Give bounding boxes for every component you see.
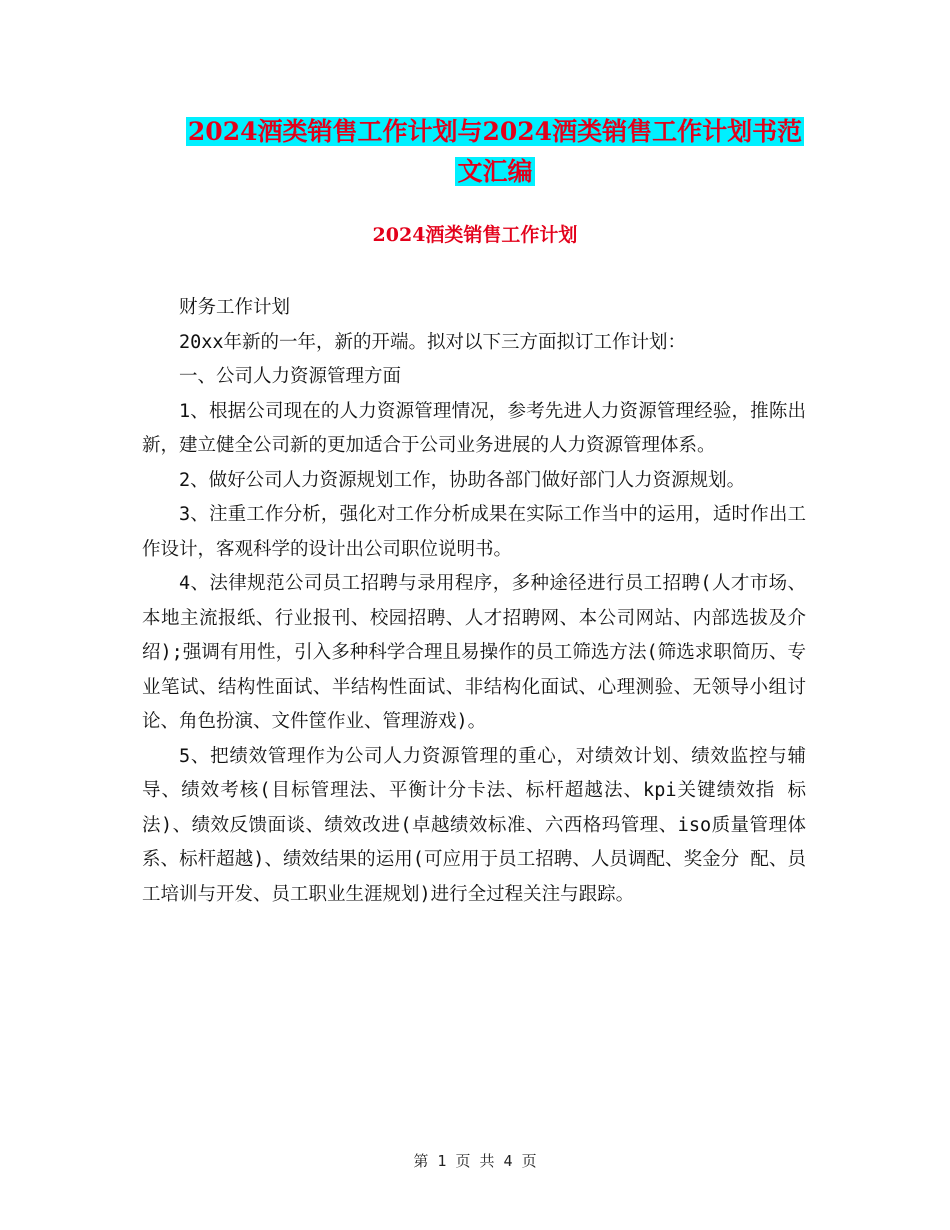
paragraph: 财务工作计划 [179,297,291,318]
document-body [142,291,806,912]
document-title-line2: 文汇编 [457,157,533,186]
paragraph: 4、法律规范公司员工招聘与录用程序，多种途径进行员工招聘(人才市场、本地主流报纸、行业报刊、校园招聘、人才招聘网、本公司网站、内部选拔及介 绍);强调有用性，引入多种科学合理且易操作的员工筛选方法(筛选求职简历、专业笔试、结构性面试、半结构性面试、非结构化面试、心理测验、无领导小组讨 论、角色扮演、文件筐作业、管理游戏)。 [142,573,806,732]
paragraph: 一、公司人力资源管理方面 [179,366,402,387]
document-title-line1: 2024酒类销售工作计划与2024酒类销售工作计划书范 [187,117,803,146]
paragraph: 3、注重工作分析，强化对工作分析成果在实际工作当中的运用，适时作出工作设计，客观科学的设计出公司职位说明书。 [142,504,806,560]
page-footer: 第 1 页 共 4 页 [413,1152,537,1170]
paragraph: 2、做好公司人力资源规划工作，协助各部门做好部门人力资源规划。 [179,469,746,491]
paragraph: 5、把绩效管理作为公司人力资源管理的重心，对绩效计划、绩效监控与辅导、绩效考核(目标管理法、平衡计分卡法、标杆超越法、kpi关键绩效指 标法)、绩效反馈面谈、绩效改进(卓越绩效标准、六西格玛管理、iso质量管理体系、标杆超越)、绩效结果的运用(可应用于员工招聘、人员调配、奖金分 配、员工培训与开发、员工职业生涯规划)进行全过程关注与跟踪。 [142,745,806,905]
paragraph: 1、根据公司现在的人力资源管理情况，参考先进人力资源管理经验，推陈出新，建立健全公司新的更加适合于公司业务进展的人力资源管理体系。 [142,400,806,456]
paragraph: 20xx年新的一年，新的开端。拟对以下三方面拟订工作计划： [179,331,687,353]
document-title [140,112,850,192]
section-title: 2024酒类销售工作计划 [372,224,578,246]
